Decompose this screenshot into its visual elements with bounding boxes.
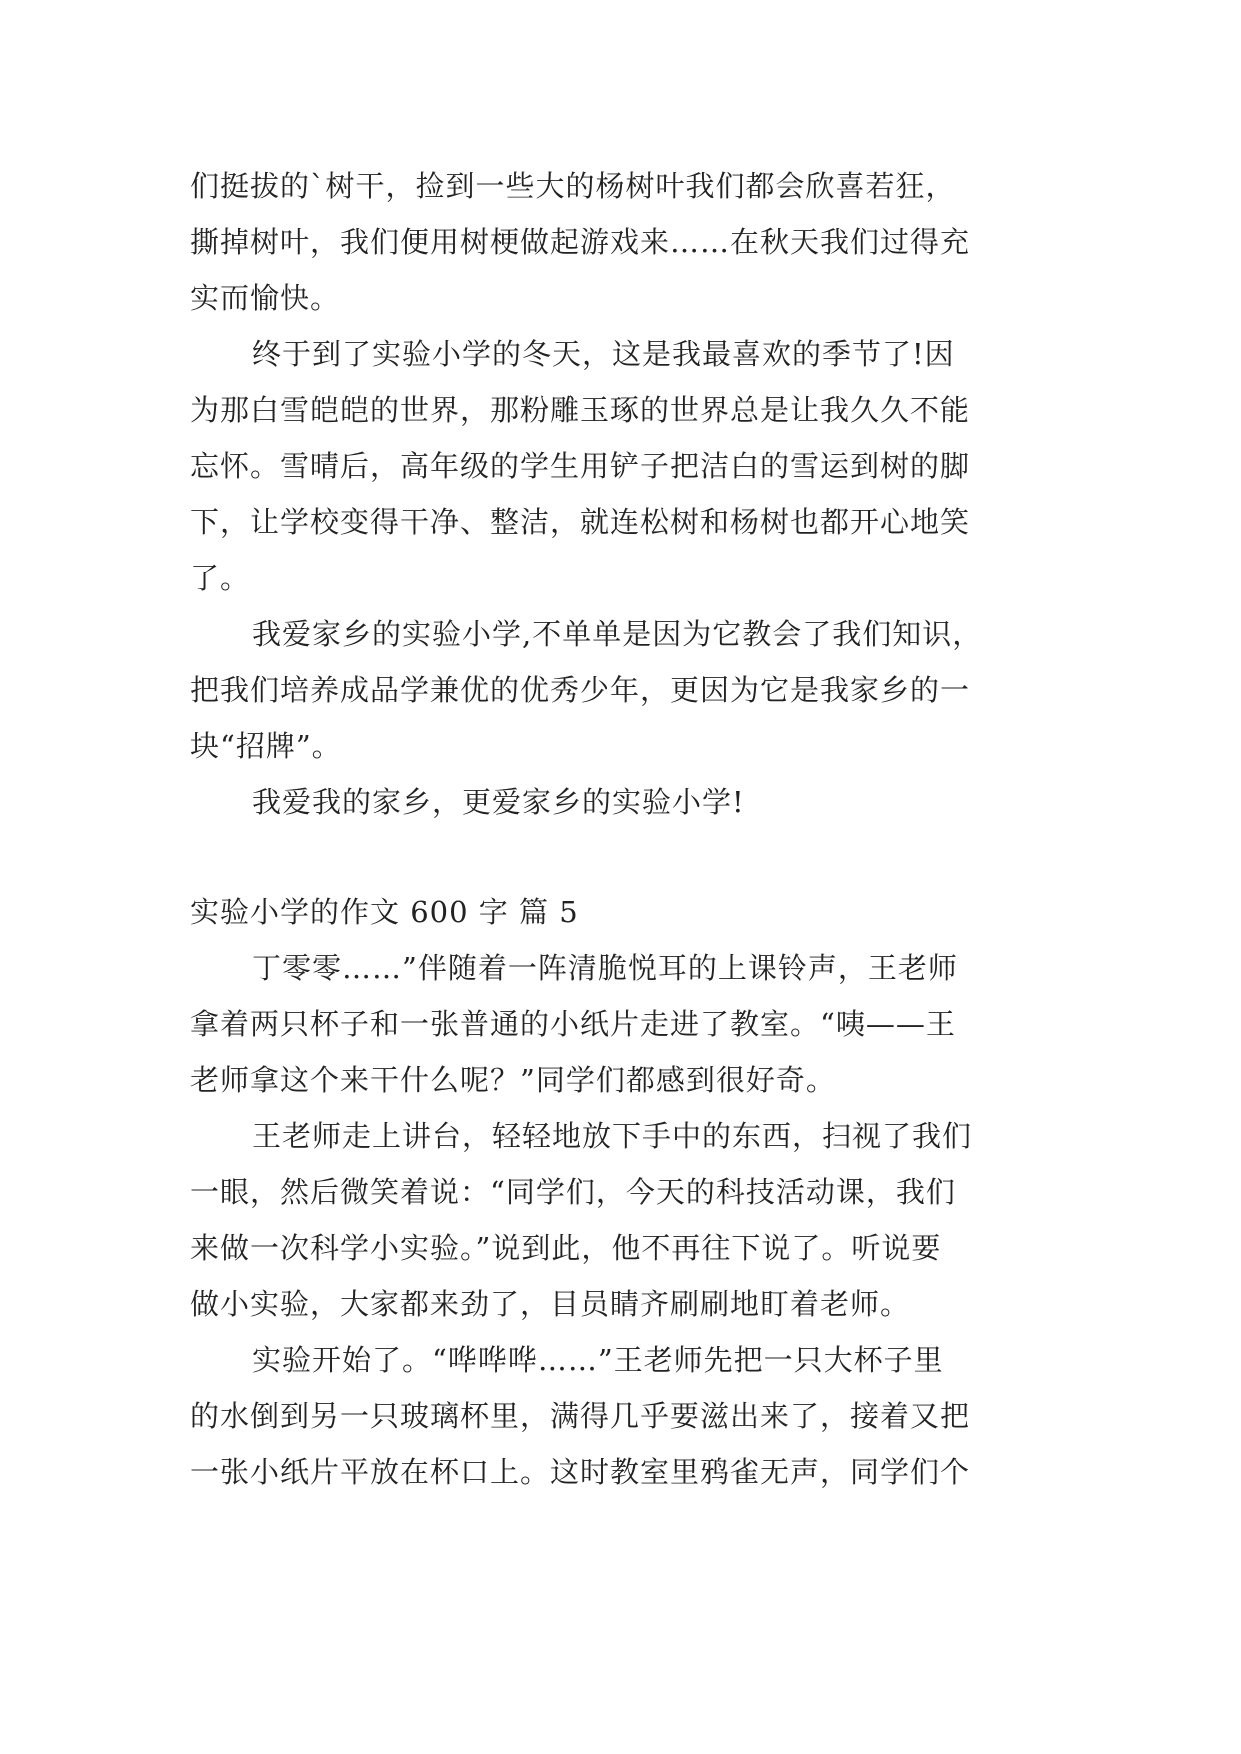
paragraph-line: 撕掉树叶，我们便用树梗做起游戏来……在秋天我们过得充	[190, 225, 971, 259]
paragraph-line: 王老师走上讲台，轻轻地放下手中的东西，扫视了我们	[252, 1119, 973, 1153]
paragraph-line: 来做一次科学小实验。”说到此，他不再往下说了。听说要	[190, 1231, 942, 1265]
paragraph-line: 了。	[190, 561, 251, 595]
paragraph-line: 做小实验，大家都来劲了，目员睛齐刷刷地盯着老师。	[190, 1287, 911, 1321]
paragraph-line: 终于到了实验小学的冬天，这是我最喜欢的季节了!因	[252, 337, 955, 371]
paragraph-line: 老师拿这个来干什么呢？”同学们都感到很好奇。	[190, 1063, 836, 1097]
paragraph-line: 下，让学校变得干净、整洁，就连松树和杨树也都开心地笑	[190, 505, 971, 539]
paragraph-line: 实而愉快。	[190, 281, 341, 315]
paragraph-line: 一眼，然后微笑着说：“同学们，今天的科技活动课，我们	[190, 1175, 956, 1209]
paragraph-line: 一张小纸片平放在杯口上。这时教室里鸦雀无声，同学们个	[190, 1455, 971, 1489]
paragraph-line: 我爱家乡的实验小学,不单单是因为它教会了我们知识，	[252, 617, 983, 651]
paragraph-line: 们挺拔的`树干，捡到一些大的杨树叶我们都会欣喜若狂，	[190, 169, 956, 203]
paragraph-line: 的水倒到另一只玻璃杯里，满得几乎要滋出来了，接着又把	[190, 1399, 971, 1433]
paragraph-line: 块“招牌”。	[190, 729, 342, 763]
section-heading: 实验小学的作文 600 字 篇 5	[190, 895, 579, 929]
paragraph-line: 实验开始了。“哗哗哗……”王老师先把一只大杯子里	[252, 1343, 944, 1377]
paragraph-line: 为那白雪皑皑的世界，那粉雕玉琢的世界总是让我久久不能	[190, 393, 971, 427]
paragraph-line: 忘怀。雪晴后，高年级的学生用铲子把洁白的雪运到树的脚	[190, 449, 971, 483]
paragraph-line: 拿着两只杯子和一张普通的小纸片走进了教室。“咦——王	[190, 1007, 956, 1041]
paragraph-line: 丁零零……”伴随着一阵清脆悦耳的上课铃声，王老师	[252, 951, 958, 985]
paragraph-line: 把我们培养成品学兼优的优秀少年，更因为它是我家乡的一	[190, 673, 971, 707]
paragraph-line: 我爱我的家乡，更爱家乡的实验小学!	[252, 785, 745, 819]
